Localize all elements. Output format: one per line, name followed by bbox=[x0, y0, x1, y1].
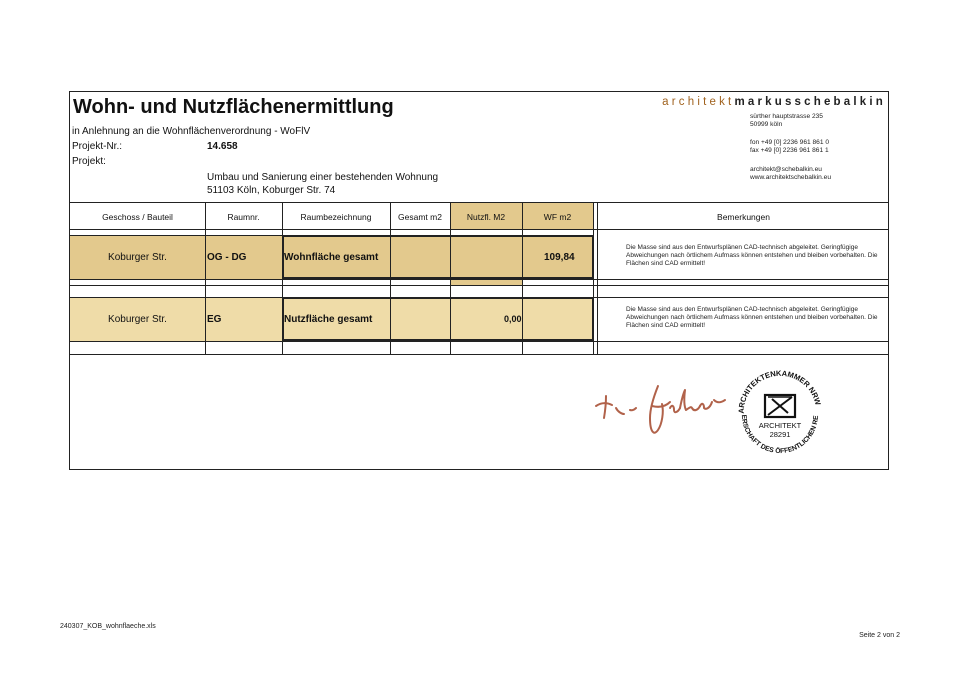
footer-filename: 240307_KOB_wohnflaeche.xls bbox=[60, 623, 156, 630]
row1-raumbezeichnung: Wohnfläche gesamt bbox=[284, 251, 379, 263]
row1-note: Die Masse sind aus den Entwurfsplänen CAD-technisch abgeleitet. Geringfügige Abweichungen nach örtlichem Aufmass können entstehen und bleiben vorbehalten. Die Flächen sind CAD ermittelt! bbox=[626, 244, 878, 268]
address-street: sürther hauptstrasse 235 bbox=[750, 113, 823, 120]
stamp-ring-bottom: ERSCHAFT DES ÖFFENTLICHEN RE bbox=[739, 414, 821, 456]
col-header-gesamt: Gesamt m2 bbox=[398, 211, 442, 222]
architect-emblem-icon bbox=[765, 395, 795, 417]
divider bbox=[70, 279, 888, 280]
divider bbox=[70, 285, 888, 286]
logo-part-name: markusschebalkin bbox=[734, 96, 886, 108]
address-phone: fon +49 [0] 2236 961 861 0 bbox=[750, 139, 830, 146]
footer-page-number: Seite 2 von 2 bbox=[859, 632, 900, 639]
col-header-geschoss: Geschoss / Bauteil bbox=[102, 211, 173, 222]
row2-nutzfl-value: 0,00 bbox=[504, 314, 522, 324]
project-nr-value: 14.658 bbox=[207, 141, 238, 152]
seal-graphic bbox=[732, 366, 828, 462]
col-header-raumbezeichnung: Raumbezeichnung bbox=[300, 211, 372, 222]
architect-logo bbox=[662, 96, 886, 108]
stamp-number: 28291 bbox=[769, 430, 791, 439]
row2-raumnr: EG bbox=[207, 313, 222, 325]
row1-wf-value: 109,84 bbox=[544, 251, 575, 263]
row2-note: Die Masse sind aus den Entwurfsplänen CAD-technisch abgeleitet. Geringfügige Abweichungen nach örtlichem Aufmass können entstehen und bleiben vorbehalten. Die Flächen sind CAD ermittelt! bbox=[626, 306, 878, 330]
document-subtitle: in Anlehnung an die Wohnflächenverordnung - WoFlV bbox=[72, 126, 311, 137]
document-title: Wohn- und Nutzflächenermittlung bbox=[73, 96, 394, 118]
divider bbox=[70, 341, 888, 342]
col-header-raumnr: Raumnr. bbox=[227, 211, 260, 222]
address-email: architekt@schebalkin.eu bbox=[750, 166, 822, 173]
logo-part-architekt: architekt bbox=[662, 96, 735, 108]
architect-stamp bbox=[732, 366, 828, 462]
row1-geschoss: Koburger Str. bbox=[108, 251, 167, 263]
col-header-nutzfl: Nutzfl. M2 bbox=[466, 211, 506, 222]
address-city: 50999 köln bbox=[750, 121, 783, 128]
row1-raumnr: OG - DG bbox=[207, 251, 247, 263]
stamp-ring-top: ARCHITEKTENKAMMER NRW bbox=[736, 368, 823, 414]
col-header-wf: WF m2 bbox=[543, 211, 572, 222]
divider bbox=[70, 354, 888, 355]
stamp-center-label: ARCHITEKT bbox=[758, 421, 802, 430]
address-fax: fax +49 [0] 2236 961 861 1 bbox=[750, 147, 829, 154]
col-header-bemerkungen: Bemerkungen bbox=[717, 211, 770, 222]
project-label: Projekt: bbox=[72, 156, 106, 167]
row2-geschoss: Koburger Str. bbox=[108, 313, 167, 325]
address-web: www.architektschebalkin.eu bbox=[750, 174, 831, 181]
project-description: Umbau und Sanierung einer bestehenden Wohnung bbox=[207, 172, 439, 183]
project-address: 51103 Köln, Koburger Str. 74 bbox=[207, 185, 336, 196]
project-nr-label: Projekt-Nr.: bbox=[72, 141, 123, 152]
row2-raumbezeichnung: Nutzfläche gesamt bbox=[284, 313, 373, 325]
signature-image bbox=[592, 378, 728, 442]
